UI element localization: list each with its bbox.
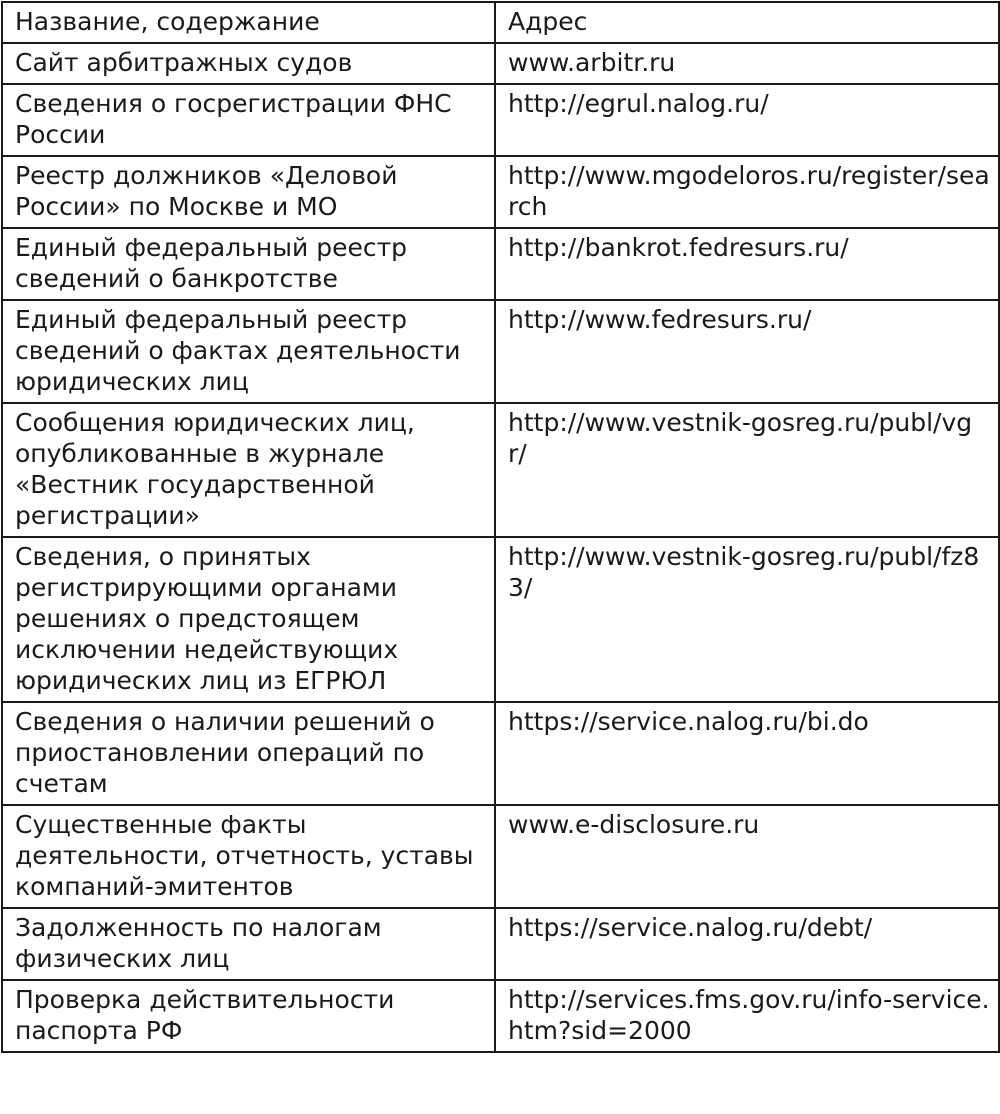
- row-address: [495, 805, 999, 908]
- row-address: [495, 980, 999, 1052]
- row-name: Задолженность по налогам физических лиц: [2, 908, 495, 980]
- table-row: [2, 43, 999, 84]
- row-name: Сведения о госрегистрации ФНС России: [2, 84, 495, 156]
- address-text: http://www.fedresurs.ru/: [508, 305, 812, 334]
- address-text: www.e-disclosure.ru: [508, 810, 760, 839]
- row-address: [495, 156, 999, 228]
- header-address: Адрес: [495, 2, 999, 43]
- row-address: [495, 702, 999, 805]
- address-text: http://www.mgodeloros.ru/register/search: [508, 161, 990, 221]
- row-name: Сайт арбитражных судов: [2, 43, 495, 84]
- address-text: http://bankrot.fedresurs.ru/: [508, 233, 849, 262]
- address-text: http://www.vestnik-gosreg.ru/publ/vgr/: [508, 408, 973, 468]
- row-address: [495, 43, 999, 84]
- table-row: [2, 805, 999, 908]
- table-row: [2, 403, 999, 537]
- address-text: www.arbitr.ru: [508, 48, 676, 77]
- table-row: [2, 702, 999, 805]
- row-address: [495, 908, 999, 980]
- address-text: http://www.vestnik-gosreg.ru/publ/fz83/: [508, 542, 980, 602]
- table-row: [2, 228, 999, 300]
- address-text: http://egrul.nalog.ru/: [508, 89, 769, 118]
- table-header-row: [2, 2, 999, 43]
- address-text: https://service.nalog.ru/debt/: [508, 913, 873, 942]
- row-name: Существенные факты деятельности, отчетность, уставы компаний-эмитентов: [2, 805, 495, 908]
- table-row: [2, 537, 999, 702]
- row-address: [495, 537, 999, 702]
- address-text: https://service.nalog.ru/bi.do: [508, 707, 869, 736]
- row-address: [495, 300, 999, 403]
- row-name: Единый федеральный реестр сведений о банкротстве: [2, 228, 495, 300]
- table-row: [2, 84, 999, 156]
- row-name: Сведения о наличии решений о приостановлении операций по счетам: [2, 702, 495, 805]
- reference-table: [1, 1, 1000, 1053]
- row-name: Реестр должников «Деловой России» по Москве и МО: [2, 156, 495, 228]
- table-row: [2, 156, 999, 228]
- header-name: Название, содержание: [2, 2, 495, 43]
- row-name: Единый федеральный реестр сведений о фактах деятельности юридических лиц: [2, 300, 495, 403]
- row-address: [495, 403, 999, 537]
- row-name: Сообщения юридических лиц, опубликованные в журнале «Вестник государственной регистрации»: [2, 403, 495, 537]
- row-name: Сведения, о принятых регистрирующими органами решениях о предстоящем исключении недействующих юридических лиц из ЕГРЮЛ: [2, 537, 495, 702]
- table-row: [2, 980, 999, 1052]
- row-address: [495, 84, 999, 156]
- address-text: http://services.fms.gov.ru/info-service.htm?sid=2000: [508, 985, 990, 1045]
- table-row: [2, 908, 999, 980]
- table-row: [2, 300, 999, 403]
- row-name: Проверка действительности паспорта РФ: [2, 980, 495, 1052]
- row-address: [495, 228, 999, 300]
